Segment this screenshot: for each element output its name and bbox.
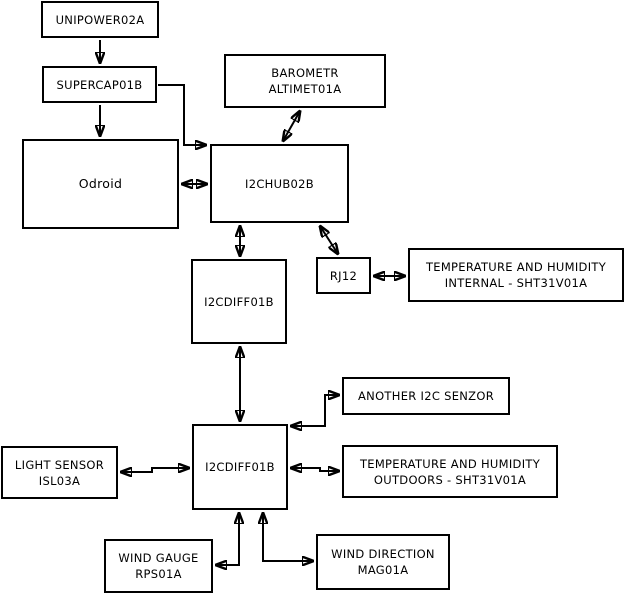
arrow-i2cdiff2-temp-outdoors xyxy=(291,468,339,471)
arrow-i2cdiff2-wind-gauge xyxy=(216,513,239,565)
arrow-i2chub-rj12 xyxy=(320,226,338,254)
arrow-supercap-i2chub xyxy=(158,85,206,145)
node-label-line1: WIND GAUGE xyxy=(118,551,199,565)
arrow-i2cdiff2-wind-direction xyxy=(263,513,313,561)
node-odroid xyxy=(22,139,179,229)
node-label-line2: ISL03A xyxy=(38,473,81,488)
arrow-i2cdiff2-another-i2c xyxy=(291,395,339,426)
node-wind-gauge-rps01a xyxy=(104,539,213,593)
node-label-line2: MAG01A xyxy=(357,563,409,577)
node-label-line1: WIND DIRECTION xyxy=(331,547,435,561)
node-label: UNIPOWER02A xyxy=(55,12,145,27)
arrow-barometr-i2chub xyxy=(283,111,300,141)
node-label: ANOTHER I2C SENZOR xyxy=(358,389,494,403)
node-barometr-altimet01a xyxy=(224,54,386,108)
node-light-sensor-isl03a xyxy=(1,446,118,499)
node-label: I2CHUB02B xyxy=(245,176,314,191)
node-label: I2CDIFF01B xyxy=(204,294,274,309)
node-wind-direction-mag01a xyxy=(316,534,450,590)
node-label-line2: RPS01A xyxy=(135,567,182,581)
node-label: RJ12 xyxy=(329,268,358,283)
node-i2cdiff01b-lower xyxy=(192,424,288,510)
node-temp-humidity-internal xyxy=(408,248,624,302)
node-label-line2: INTERNAL - SHT31V01A xyxy=(444,276,588,290)
node-label-line1: TEMPERATURE AND HUMIDITY xyxy=(425,260,607,274)
node-unipower02a xyxy=(41,1,159,38)
node-rj12 xyxy=(316,257,371,294)
node-supercap01b xyxy=(42,66,157,103)
node-label-line1: BAROMETR xyxy=(271,66,339,80)
node-label-line1: LIGHT SENSOR xyxy=(14,457,105,472)
arrow-light-sensor-i2cdiff2 xyxy=(121,468,189,472)
node-another-i2c-senzor xyxy=(342,377,510,415)
node-i2cdiff01b-upper xyxy=(191,259,287,344)
node-temp-humidity-outdoors xyxy=(342,445,558,498)
node-label: SUPERCAP01B xyxy=(56,77,143,92)
node-label-line2: ALTIMET01A xyxy=(268,82,342,96)
node-label-line2: OUTDOORS - SHT31V01A xyxy=(373,472,527,487)
node-label: I2CDIFF01B xyxy=(205,460,275,474)
node-label-line1: TEMPERATURE AND HUMIDITY xyxy=(359,456,541,471)
node-i2chub02b xyxy=(210,144,349,223)
node-label: Odroid xyxy=(78,176,123,191)
